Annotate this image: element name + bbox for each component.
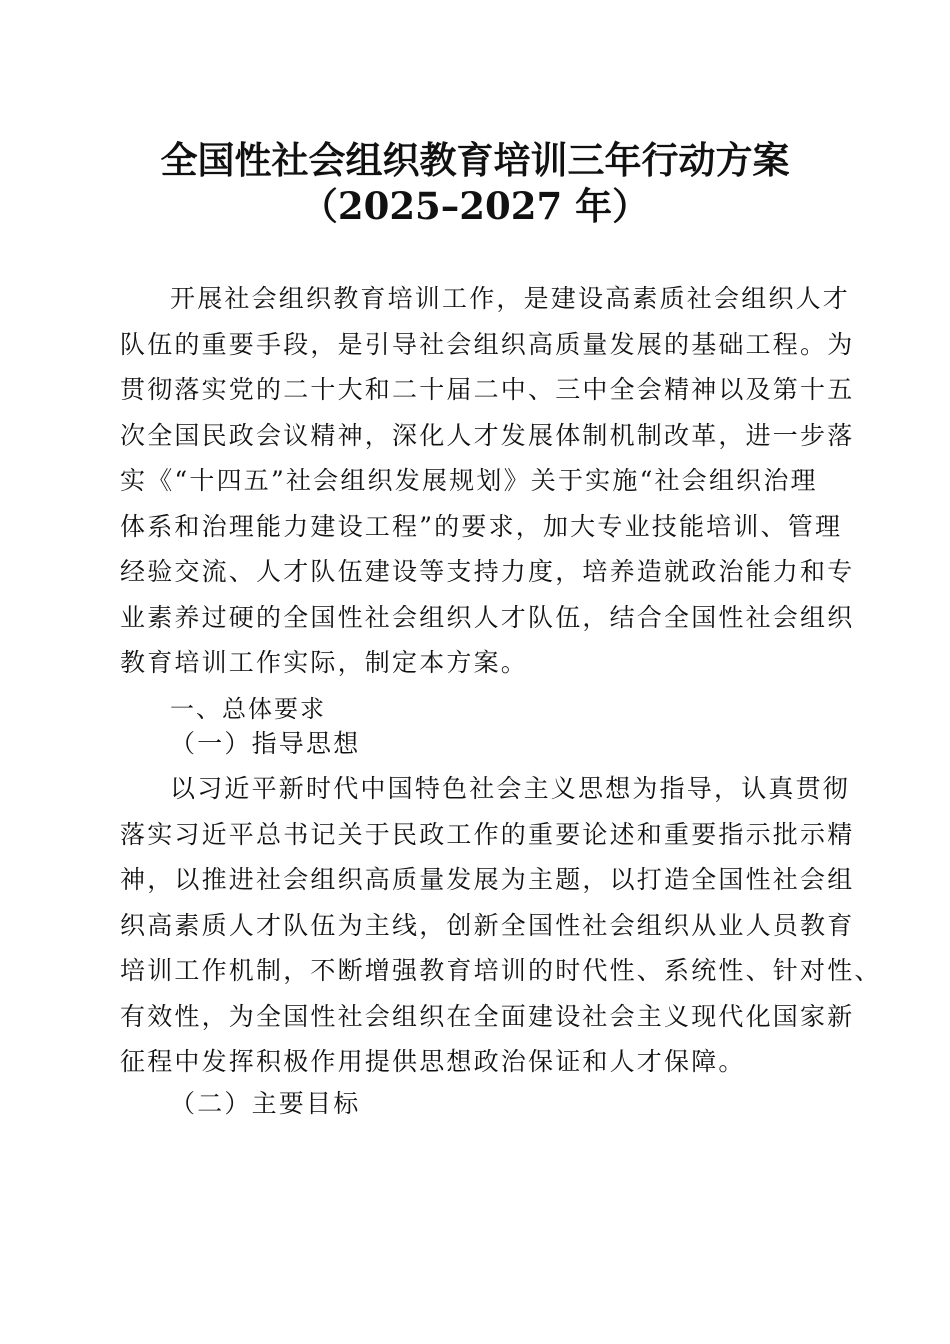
guiding-line: 征程中发挥积极作用提供思想政治保证和人才保障。 bbox=[120, 1047, 746, 1076]
guiding-line: 有效性，为全国性社会组织在全面建设社会主义现代化国家新 bbox=[120, 1001, 855, 1031]
section-heading-general-requirements: 一、总体要求 bbox=[170, 695, 326, 723]
intro-line: 业素养过硬的全国性社会组织人才队伍，结合全国性社会组织 bbox=[120, 602, 855, 632]
intro-paragraph bbox=[120, 276, 855, 686]
intro-line: 经验交流、人才队伍建设等支持力度，培养造就政治能力和专 bbox=[120, 557, 855, 586]
guiding-line: 神，以推进社会组织高质量发展为主题，以打造全国性社会组 bbox=[120, 865, 855, 894]
document-title: 全国性社会组织教育培训三年行动方案 bbox=[160, 138, 790, 182]
guiding-line: 以习近平新时代中国特色社会主义思想为指导，认真贯彻 bbox=[170, 774, 851, 803]
intro-line: 教育培训工作实际，制定本方案。 bbox=[120, 648, 529, 677]
intro-line: 实《“十四五”社会组织发展规划》关于实施“社会组织治理 bbox=[120, 466, 818, 495]
guiding-line: 培训工作机制，不断增强教育培训的时代性、系统性、针对性、 bbox=[120, 956, 882, 985]
intro-line: 体系和治理能力建设工程”的要求，加大专业技能培训、管理 bbox=[120, 511, 843, 541]
intro-line: 次全国民政会议精神，深化人才发展体制机制改革，进一步落 bbox=[120, 420, 855, 450]
intro-line: 开展社会组织教育培训工作，是建设高素质社会组织人才 bbox=[170, 284, 851, 313]
intro-line: 贯彻落实党的二十大和二十届二中、三中全会精神以及第十五 bbox=[120, 375, 855, 404]
subsection-heading-main-goals: （二）主要目标 bbox=[170, 1089, 361, 1118]
guiding-line: 织高素质人才队伍为主线，创新全国性社会组织从业人员教育 bbox=[120, 910, 855, 940]
subsection-heading-guiding-ideology: （一）指导思想 bbox=[170, 729, 361, 758]
guiding-paragraph bbox=[120, 766, 882, 1085]
guiding-line: 落实习近平总书记关于民政工作的重要论述和重要指示批示精 bbox=[120, 819, 855, 849]
document-subtitle: （2025–2027 年） bbox=[300, 184, 650, 228]
intro-line: 队伍的重要手段，是引导社会组织高质量发展的基础工程。为 bbox=[120, 329, 855, 359]
